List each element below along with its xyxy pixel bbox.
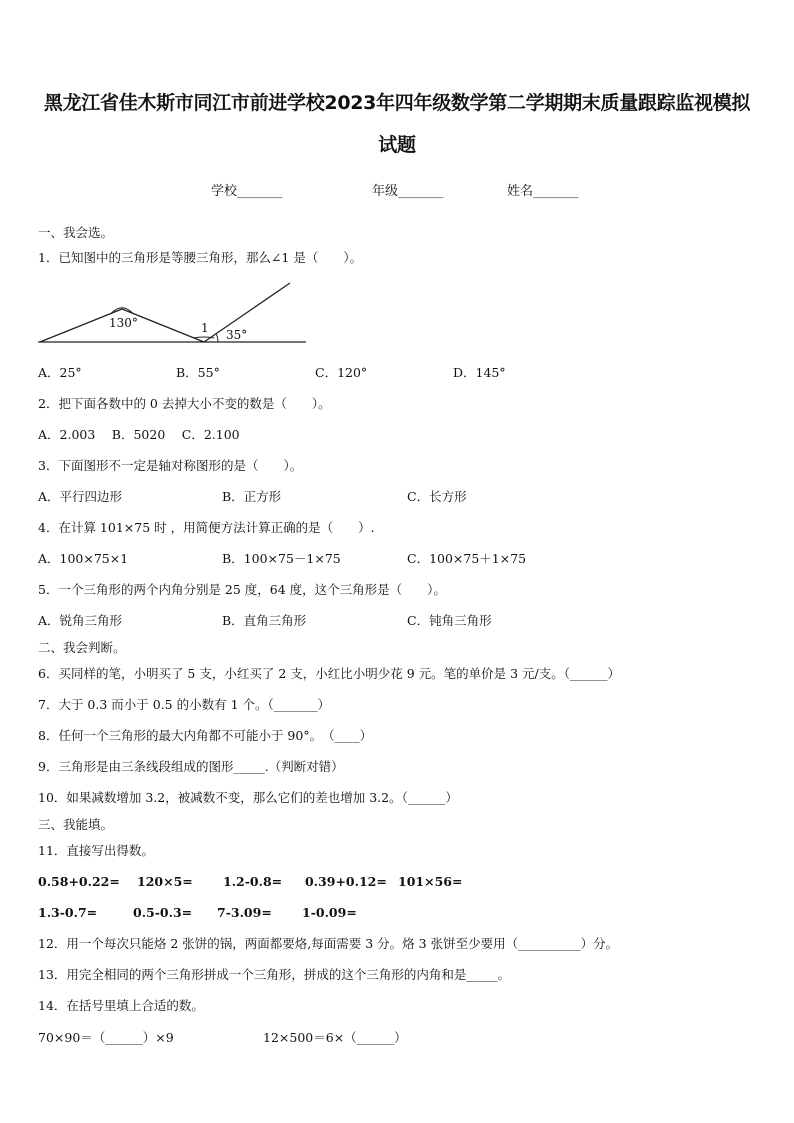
q1-option-a: A．25° <box>38 365 82 380</box>
q11-calc-1: 0.58+0.22= <box>38 874 120 889</box>
question-12: 12．用一个每次只能烙 2 张饼的锅，两面都要烙,每面需要 3 分。烙 3 张饼至少要用（__________）分。 <box>38 936 619 951</box>
section-heading-3: 三、我能填。 <box>38 817 114 832</box>
angle-label-130: 130° <box>109 316 138 330</box>
q3-option-a: A．平行四边形 <box>38 489 123 504</box>
question-14: 14．在括号里填上合适的数。 <box>38 998 204 1013</box>
section-heading-2: 二、我会判断。 <box>38 640 126 655</box>
q5-option-a: A．锐角三角形 <box>38 613 123 628</box>
question-6: 6．买同样的笔，小明买了 5 支，小红买了 2 支，小红比小明少花 9 元。笔的单价是 3 元/支。（______） <box>38 666 621 681</box>
q11-calc-2: 120×5= <box>137 874 193 889</box>
q14-equation-2: 12×500＝6×（______） <box>263 1030 407 1045</box>
q4-option-b: B．100×75－1×75 <box>222 551 341 566</box>
q11-calc-4: 0.39+0.12= <box>305 874 387 889</box>
question-13: 13．用完全相同的两个三角形拼成一个三角形，拼成的这个三角形的内角和是_____。 <box>38 967 511 982</box>
angle-label-1: 1 <box>201 321 209 335</box>
q1-option-d: D．145° <box>453 365 506 380</box>
exam-title-line2: 试题 <box>378 134 416 156</box>
q11-calc-9: 1-0.09= <box>302 905 357 920</box>
question-11: 11．直接写出得数。 <box>38 843 154 858</box>
grade-field: 年级_______ <box>372 184 444 199</box>
q11-calc-7: 0.5-0.3= <box>133 905 193 920</box>
q11-calc-5: 101×56= <box>398 874 463 889</box>
q4-option-c: C．100×75＋1×75 <box>407 551 527 566</box>
q4-option-a: A．100×75×1 <box>38 551 129 566</box>
triangle-angle-figure <box>36 280 316 350</box>
q3-option-b: B．正方形 <box>222 489 282 504</box>
q11-calc-3: 1.2-0.8= <box>223 874 283 889</box>
q3-option-c: C．长方形 <box>407 489 467 504</box>
q5-option-c: C．钝角三角形 <box>407 613 492 628</box>
question-4: 4．在计算 101×75 时 ，用简便方法计算正确的是（ ）. <box>38 520 375 535</box>
question-7: 7．大于 0.3 而小于 0.5 的小数有 1 个。（_______） <box>38 697 331 712</box>
q11-calc-8: 7-3.09= <box>217 905 272 920</box>
section-heading-1: 一、我会选。 <box>38 225 114 240</box>
question-8: 8．任何一个三角形的最大内角都不可能小于 90°。 （____） <box>38 728 373 743</box>
q11-calc-6: 1.3-0.7= <box>38 905 98 920</box>
q14-equation-1: 70×90＝（______）×9 <box>38 1030 174 1045</box>
question-2: 2．把下面各数中的 0 去掉大小不变的数是（ ）。 <box>38 396 331 411</box>
angle-label-35: 35° <box>226 328 248 342</box>
exam-title-line1: 黑龙江省佳木斯市同江市前进学校2023年四年级数学第二学期期末质量跟踪监视模拟 <box>43 92 751 114</box>
q1-option-b: B．55° <box>176 365 220 380</box>
question-9: 9．三角形是由三条线段组成的图形_____.（判断对错） <box>38 759 344 774</box>
name-field: 姓名_______ <box>507 184 579 199</box>
question-10: 10．如果减数增加 3.2，被减数不变，那么它们的差也增加 3.2。（______） <box>38 790 458 805</box>
question-5: 5．一个三角形的两个内角分别是 25 度，64 度，这个三角形是（ ）。 <box>38 582 446 597</box>
q1-option-c: C．120° <box>315 365 368 380</box>
q5-option-b: B．直角三角形 <box>222 613 307 628</box>
question-3: 3．下面图形不一定是轴对称图形的是（ ）。 <box>38 458 303 473</box>
school-field: 学校_______ <box>211 184 283 199</box>
q2-options: A．2.003 B．5020 C．2.100 <box>38 427 240 442</box>
question-1: 1．已知图中的三角形是等腰三角形，那么∠1 是（ ）。 <box>38 250 363 265</box>
